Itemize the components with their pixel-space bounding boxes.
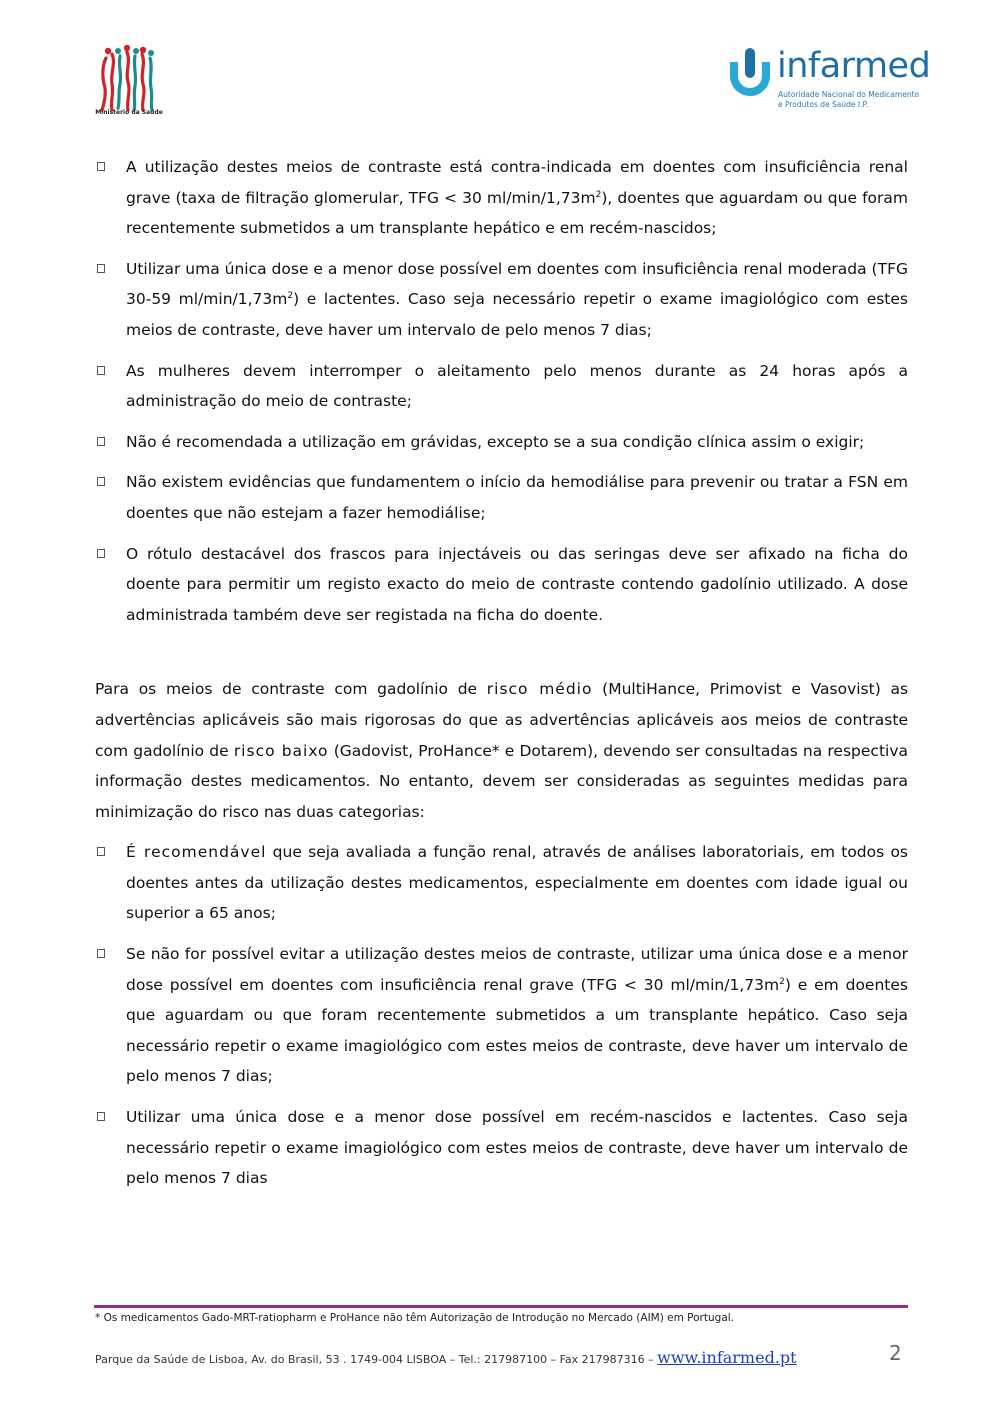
list-item: As mulheres devem interromper o aleitamento pelo menos durante as 24 horas após a administração do meio de contraste; [95,356,908,417]
risk-low-term: risco baixo [233,741,329,760]
risk-measures-list [95,837,908,1194]
bullet-box-icon [97,549,105,558]
bullet-box-icon [97,366,105,375]
list-item: O rótulo destacável dos frascos para injectáveis ou das seringas deve ser afixado na ficha do doente para permitir um registo exacto do meio de contraste contendo gadolínio utilizado. A dose administrada também deve ser registada na ficha do doente. [95,539,908,631]
document-body [95,152,908,1204]
list-item: Se não for possível evitar a utilização destes meios de contraste, utilizar uma única dose e a menor dose possível em doentes com insuficiência renal grave (TFG < 30 $ml/\min/1,73m^2$) e em doentes que aguardam ou que foram recentemente submetidos a um transplante hepático. Caso seja necessário repetir o exame imagiológico com estes meios de contraste, deve haver um intervalo de pelo menos 7 dias; [95,939,908,1092]
ministerio-saude-logo-icon [96,44,160,118]
ministry-label: Ministério da Saúde [95,109,163,116]
list-item: Não existem evidências que fundamentem o início da hemodiálise para prevenir ou tratar a FSN em doentes que não estejam a fazer hemodiálise; [95,467,908,528]
risk-categories-paragraph: Para os meios de contraste com gadolínio de risco médio (MultiHance, Primovist e Vasovist) as advertências aplicáveis são mais rigorosas do que as advertências aplicáveis aos meios de contraste com gadolínio de risco baixo (Gadovist, ProHance* e Dotarem), devendo ser consultadas na respectiva informação destes medicamentos. No entanto, devem ser consideradas as seguintes medidas para minimização do risco nas duas categorias: [95,680,909,821]
list-item: Não é recomendada a utilização em grávidas, excepto se a sua condição clínica assim o exigir; [95,427,908,458]
infarmed-logo [726,44,931,114]
list-item: Utilizar uma única dose e a menor dose possível em recém-nascidos e lactentes. Caso seja necessário repetir o exame imagiológico com estes meios de contraste, deve haver um intervalo de pelo menos 7 dias [95,1102,908,1194]
list-item: É recomendável que seja avaliada a função renal, através de análises laboratoriais, em todos os doentes antes da utilização destes medicamentos, especialmente em doentes com idade igual ou superior a 65 anos; [95,837,908,929]
bullet-box-icon [97,1112,105,1121]
bullet-box-icon [97,847,105,856]
contraindications-list [95,152,908,630]
bullet-box-icon [97,437,105,446]
bullet-box-icon [97,949,105,958]
infarmed-website-link[interactable]: www.infarmed.pt [657,1348,797,1367]
list-item: A utilização destes meios de contraste está contra-indicada em doentes com insuficiência renal grave (taxa de filtração glomerular, TFG < 30 $ml/\min/1,73m^2$), doentes que aguardam ou que foram recentemente submetidos a um transplante hepático e em recém-nascidos; [95,152,908,244]
footnote: * Os medicamentos Gado-MRT-ratiopharm e ProHance não têm Autorização de Introdução no Mercado (AIM) em Portugal. [95,1312,735,1324]
bullet-box-icon [97,264,105,273]
infarmed-wordmark: infarmed [777,46,931,86]
footer-divider [94,1305,908,1308]
infarmed-subtitle-line2: e Produtos de Saúde I.P. [778,100,869,109]
infarmed-mark-icon [726,46,774,98]
page-number: 2 [889,1341,902,1365]
list-item: Utilizar uma única dose e a menor dose possível em doentes com insuficiência renal moderada (TFG 30-59 $ml/\min/1,73m^2$) e lactentes. Caso seja necessário repetir o exame imagiológico com estes meios de contraste, deve haver um intervalo de pelo menos 7 dias; [95,254,908,346]
infarmed-subtitle-line1: Autoridade Nacional do Medicamento [778,90,920,99]
risk-medium-term: risco médio [486,680,593,699]
footer-address: Parque da Saúde de Lisboa, Av. do Brasil, 53 . 1749-004 LISBOA – Tel.: 217987100 – Fax 217987316 – www.infarmed.pt [95,1348,797,1367]
bullet-box-icon [97,477,105,486]
bullet-box-icon [97,162,105,171]
